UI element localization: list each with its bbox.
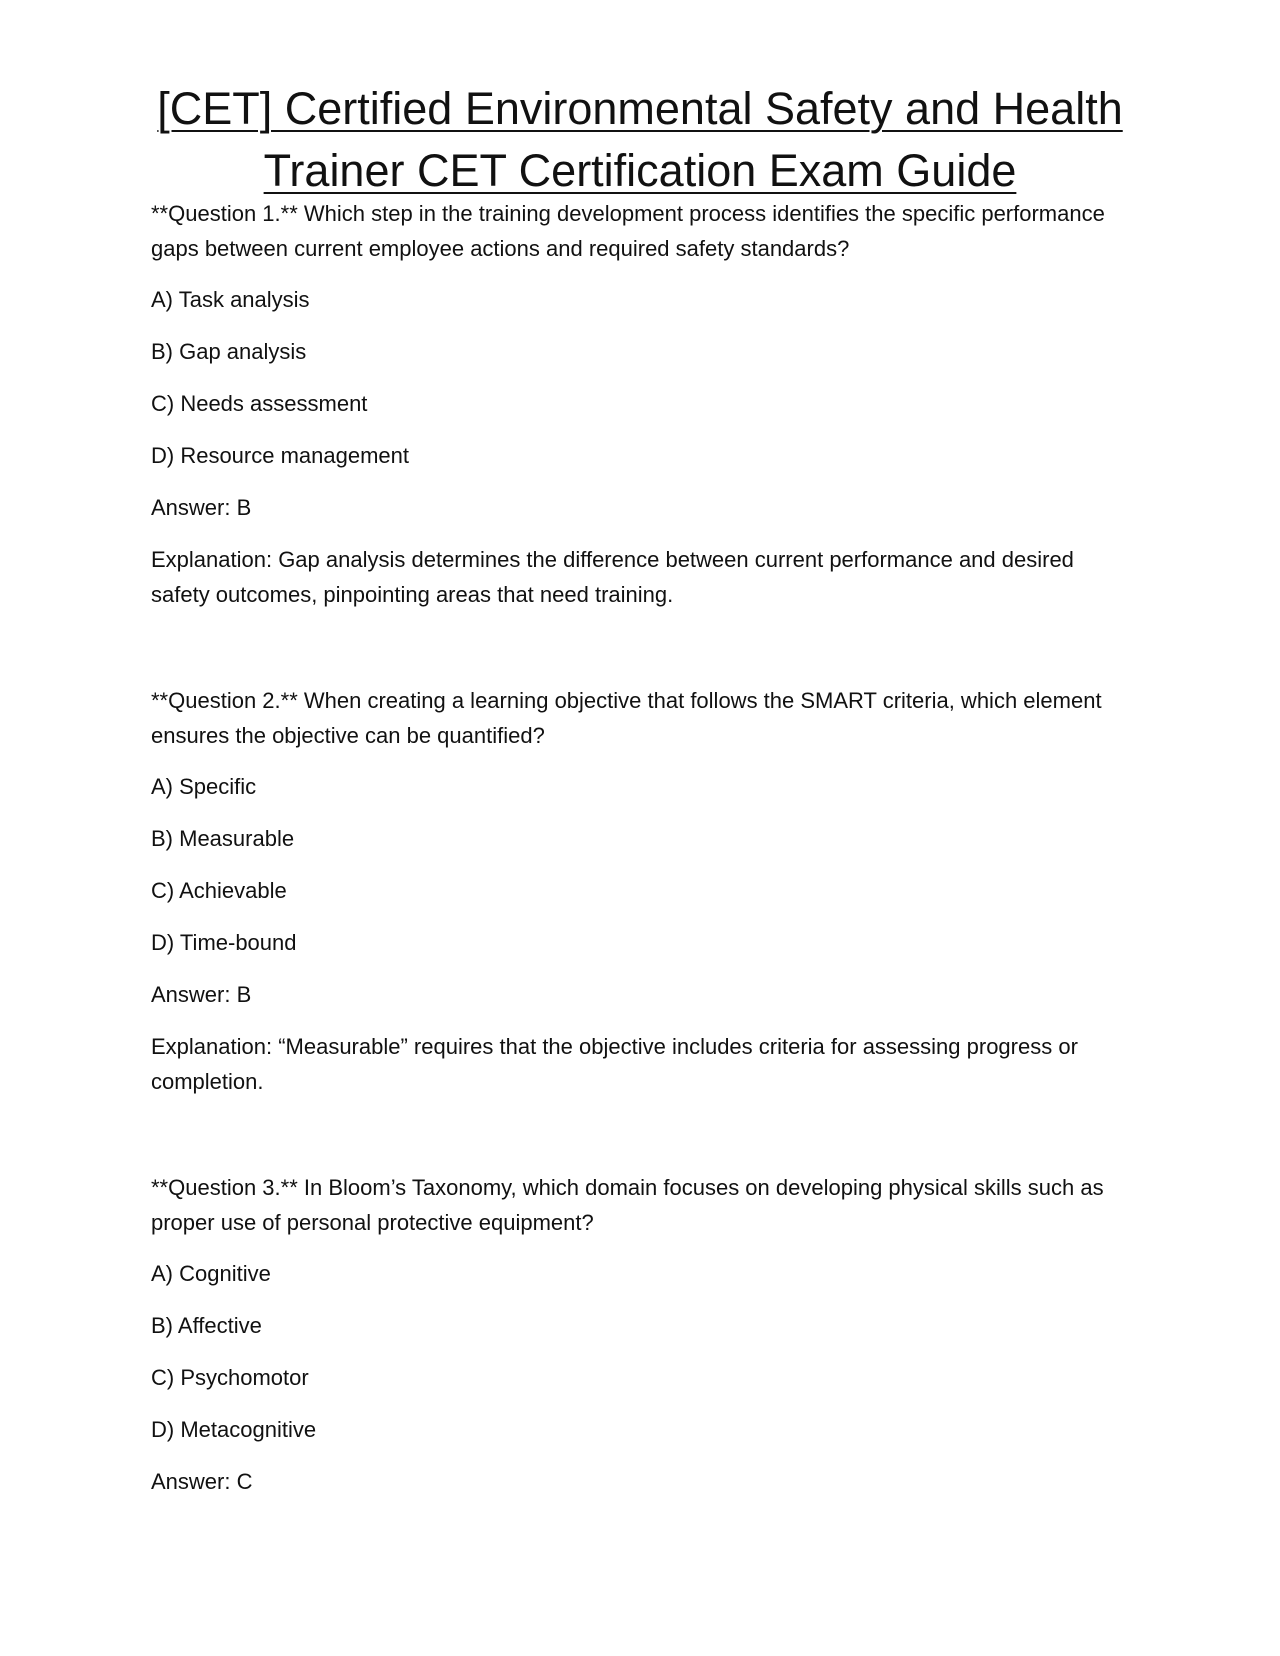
question-2-explanation: Explanation: “Measurable” requires that the objective includes criteria for assessing progress or completion. — [151, 1034, 1078, 1094]
question-3-option-d: D) Metacognitive — [151, 1417, 317, 1442]
question-1-option-d: D) Resource management — [151, 443, 410, 468]
question-3-option-a: A) Cognitive — [151, 1261, 271, 1286]
question-1-answer: Answer: B — [151, 495, 252, 520]
question-2-option-b: B) Measurable — [151, 826, 295, 851]
question-1-option-a: A) Task analysis — [151, 287, 310, 312]
question-1-text: **Question 1.** Which step in the training development process identifies the specific performance gaps between current employee actions and required safety standards? — [151, 201, 1105, 261]
question-1-option-c: C) Needs assessment — [151, 391, 368, 416]
title-line-1: [CET] Certified Environmental Safety and Health — [157, 83, 1123, 134]
question-2-option-a: A) Specific — [151, 774, 257, 799]
title-line-2: Trainer CET Certification Exam Guide — [263, 145, 1017, 196]
question-1-explanation: Explanation: Gap analysis determines the difference between current performance and desired safety outcomes, pinpointing areas that need training. — [151, 547, 1074, 607]
question-2-option-c: C) Achievable — [151, 878, 287, 903]
question-3-option-b: B) Affective — [151, 1313, 262, 1338]
question-2-text: **Question 2.** When creating a learning objective that follows the SMART criteria, which element ensures the objective can be quantified? — [151, 688, 1102, 748]
question-3-text: **Question 3.** In Bloom’s Taxonomy, which domain focuses on developing physical skills such as proper use of personal protective equipment? — [151, 1175, 1104, 1235]
question-3-answer: Answer: C — [151, 1469, 253, 1494]
document-title — [140, 78, 1140, 202]
question-1-option-b: B) Gap analysis — [151, 339, 307, 364]
question-2-answer: Answer: B — [151, 982, 252, 1007]
question-2-option-d: D) Time-bound — [151, 930, 297, 955]
question-3-option-c: C) Psychomotor — [151, 1365, 309, 1390]
